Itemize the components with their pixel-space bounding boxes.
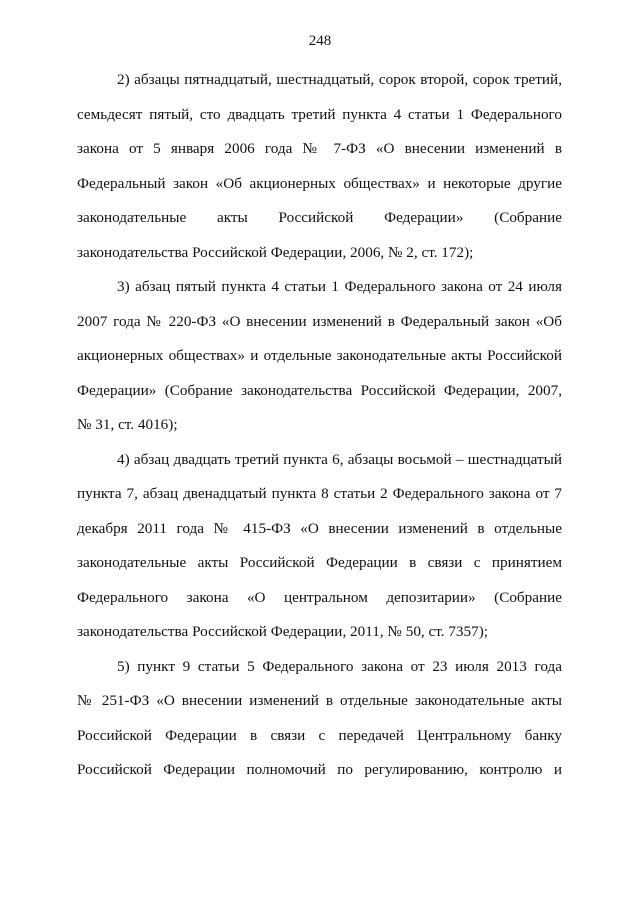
text-line: 4) абзац двадцать третий пункта 6, абзацы восьмой – шестнадцатый	[117, 450, 562, 468]
text-line: законодательства Российской Федерации, 2011, № 50, ст. 7357);	[77, 623, 488, 640]
text-line: декабря 2011 года № 415-ФЗ «О внесении изменений в отдельные	[77, 519, 562, 537]
paragraph-item-3	[77, 270, 562, 443]
text-line: 2007 года № 220-ФЗ «О внесении изменений в Федеральный закон «Об	[77, 312, 562, 330]
text-line: пункта 7, абзац двенадцатый пункта 8 статьи 2 Федерального закона от 7	[77, 485, 562, 502]
paragraph-item-2	[77, 63, 562, 270]
text-line: Федерации» (Собрание законодательства Российской Федерации, 2007,	[77, 381, 562, 399]
text-line: законодательства Российской Федерации, 2006, № 2, ст. 172);	[77, 243, 474, 261]
text-line: законодательные акты Российской Федерации в связи с принятием	[77, 554, 562, 571]
text-line: семьдесят пятый, сто двадцать третий пункта 4 статьи 1 Федерального	[77, 105, 562, 123]
text-line: закона от 5 января 2006 года № 7-ФЗ «О внесении изменений в	[77, 140, 562, 157]
text-line: законодательные акты Российской Федерации» (Собрание	[77, 209, 562, 226]
text-line: 3) абзац пятый пункта 4 статьи 1 Федерального закона от 24 июля	[117, 278, 562, 295]
text-line: Российской Федерации в связи с передачей Центральному банку	[77, 726, 562, 744]
page-number: 248	[308, 33, 332, 49]
text-line: Федерального закона «О центральном депозитарии» (Собрание	[77, 588, 562, 606]
text-line: 5) пункт 9 статьи 5 Федерального закона от 23 июля 2013 года	[117, 657, 562, 675]
text-line: акционерных обществах» и отдельные законодательные акты Российской	[77, 347, 562, 364]
document-body	[77, 63, 562, 788]
paragraph-item-4	[77, 443, 562, 650]
paragraph-item-5	[77, 650, 562, 788]
text-line: № 31, ст. 4016);	[77, 416, 178, 433]
text-line: Федеральный закон «Об акционерных обществах» и некоторые другие	[77, 174, 562, 192]
text-line: 2) абзацы пятнадцатый, шестнадцатый, сорок второй, сорок третий,	[117, 71, 562, 88]
text-line: Российской Федерации полномочий по регулированию, контролю и	[77, 761, 562, 778]
text-line: № 251-ФЗ «О внесении изменений в отдельные законодательные акты	[77, 692, 562, 709]
